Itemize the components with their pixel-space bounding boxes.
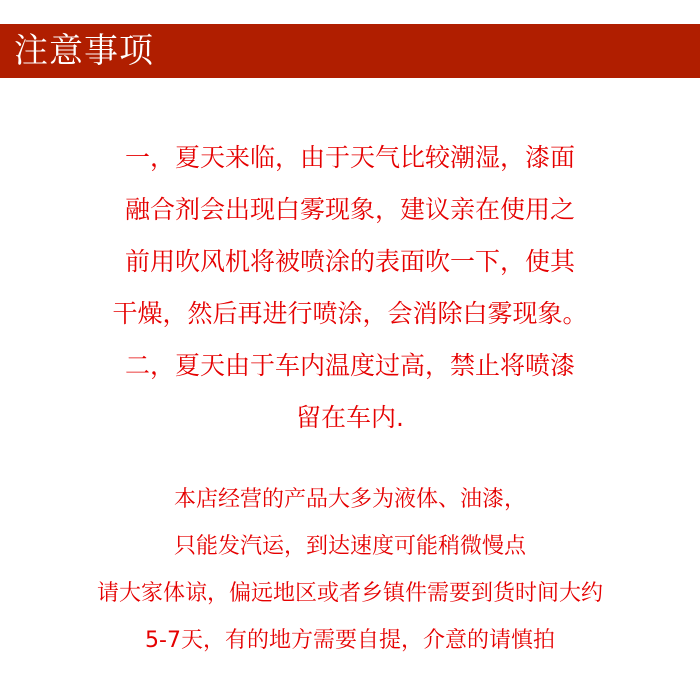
- notice-line: 融合剂会出现白雾现象，建议亲在使用之: [124, 195, 575, 224]
- header-bar: [0, 24, 700, 78]
- shipping-line: 只能发汽运，到达速度可能稍微慢点: [173, 534, 526, 559]
- shipping-line: 5-7天，有的地方需要自提，介意的请慎拍: [145, 628, 555, 653]
- shipping-notice: [0, 476, 700, 664]
- notice-line: 一，夏天来临，由于天气比较潮湿，漆面: [124, 143, 575, 172]
- notice-line: 前用吹风机将被喷涂的表面吹一下，使其: [124, 247, 575, 276]
- shipping-line: 请大家体谅，偏远地区或者乡镇件需要到货时间大约: [96, 581, 603, 606]
- shipping-line: 本店经营的产品大多为液体、油漆，: [173, 487, 526, 512]
- summer-notice: [0, 132, 700, 444]
- notice-line: 干燥，然后再进行喷涂，会消除白雾现象。: [112, 299, 588, 328]
- page-title: 注意事项: [14, 31, 154, 71]
- notice-line: 二，夏天由于车内温度过高，禁止将喷漆: [124, 351, 575, 380]
- notice-line: 留在车内.: [296, 403, 404, 432]
